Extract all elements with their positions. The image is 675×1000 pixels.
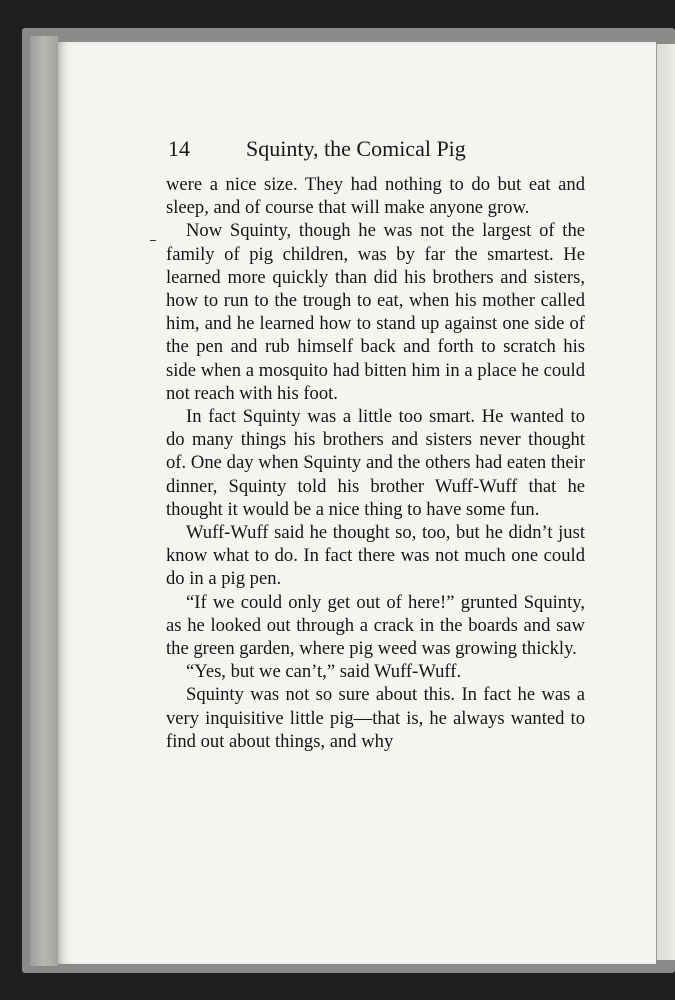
- running-title: Squinty, the Comical Pig: [246, 136, 466, 161]
- book-spine-edge: [30, 36, 58, 966]
- body-text: [166, 173, 585, 753]
- margin-mark: [150, 240, 156, 241]
- page-number: 14: [168, 136, 190, 161]
- paragraph-3: In fact Squinty was a little too smart. He wanted to do many things his brothers and sisters never thought of. One day when Squinty and the others had eaten their dinner, Squinty told his brother Wuff-Wuff that he thought it would be a nice thing to have some fun.: [166, 406, 585, 520]
- facing-page-edge: [656, 44, 675, 960]
- paragraph-7: Squinty was not so sure about this. In fact he was a very inquisitive little pig—that is, he always wanted to find out about things, and why: [166, 684, 585, 752]
- paragraph-5: “If we could only get out of here!” grunted Squinty, as he looked out through a crack in the boards and saw the green garden, where pig weed was growing thickly.: [166, 591, 585, 660]
- running-head: [168, 136, 588, 170]
- paragraph-1: were a nice size. They had nothing to do but eat and sleep, and of course that will make anyone grow.: [166, 174, 585, 219]
- paragraph-2: Now Squinty, though he was not the largest of the family of pig children, was by far the smartest. He learned more quickly than did his brothers and sisters, how to run to the trough to eat, when his mother called him, and he learned how to stand up against one side of the pen and rub himself back and forth to scratch his side when a mosquito had bitten him in a place he could not reach with his foot.: [166, 220, 585, 404]
- paragraph-4: Wuff-Wuff said he thought so, too, but he didn’t just know what to do. In fact there was not much one could do in a pig pen.: [166, 522, 585, 590]
- paragraph-6: “Yes, but we can’t,” said Wuff-Wuff.: [186, 661, 462, 683]
